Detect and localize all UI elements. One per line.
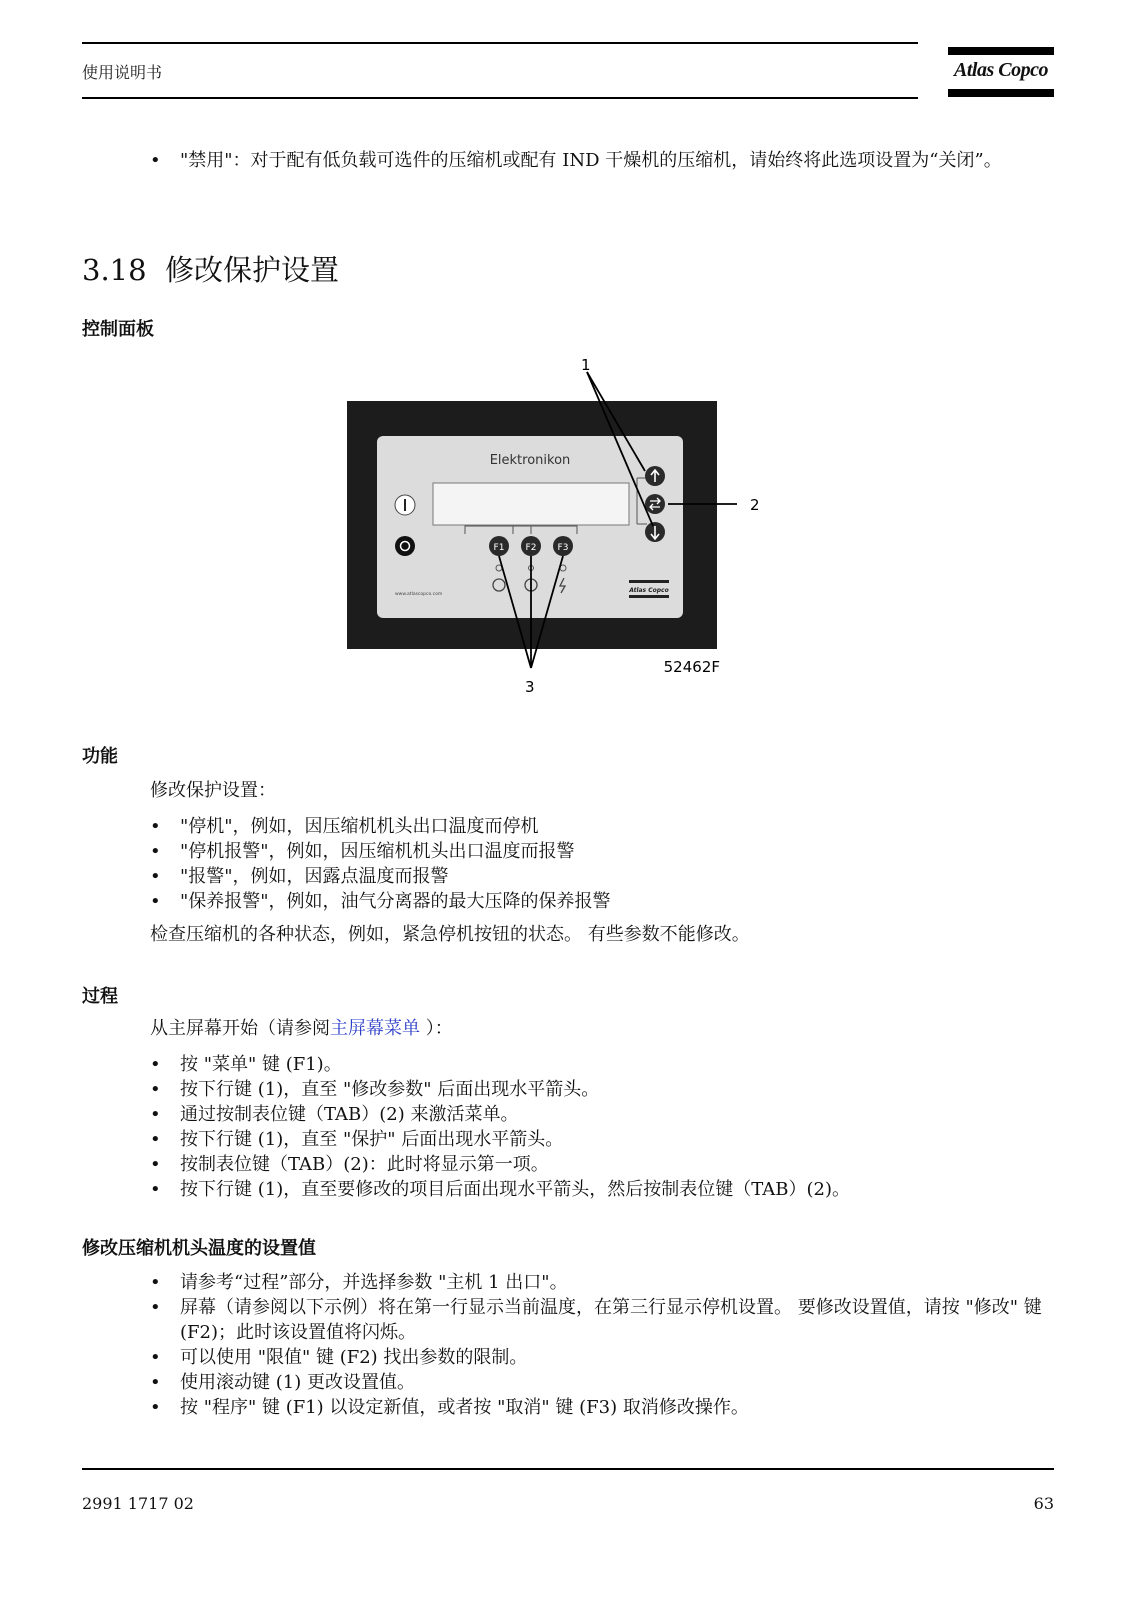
web-label: www.atlascopco.com [395, 592, 443, 597]
figure-id: 52462F [663, 658, 720, 676]
document-title: 使用说明书 [82, 63, 163, 82]
f2-key-label: F2 [525, 543, 537, 553]
procedure-intro-text: 从主屏幕开始（请参阅 [150, 1018, 330, 1039]
header-bottom-rule [82, 97, 918, 99]
list-item: • 按下行键 (1)，直至 "修改参数" 后面出现水平箭头。 [150, 1077, 1050, 1102]
list-item: • 按下行键 (1)，直至 "保护" 后面出现水平箭头。 [150, 1127, 1050, 1152]
intro-bullet-list [150, 148, 1055, 173]
tab-key [645, 494, 665, 514]
list-item: • 使用滚动键 (1) 更改设置值。 [150, 1370, 1050, 1395]
list-item: • "停机"，例如，因压缩机机头出口温度而停机 [150, 814, 1030, 839]
function-list [150, 814, 1030, 914]
callout-2: 2 [750, 496, 760, 514]
header-top-rule [82, 42, 918, 44]
brand-logo-text: Atlas Copco [954, 59, 1048, 81]
document-number: 2991 1717 02 [82, 1494, 194, 1513]
list-item: • 屏幕（请参阅以下示例）将在第一行显示当前温度，在第三行显示停机设置。 要修改设置值，请按 "修改" 键 (F2)；此时该设置值将闪烁。 [150, 1295, 1050, 1345]
brand-logo [948, 47, 1054, 101]
list-item: • 请参考“过程”部分，并选择参数 "主机 1 出口"。 [150, 1270, 1050, 1295]
elektronikon-label: Elektronikon [489, 453, 571, 468]
procedure-heading: 过程 [82, 986, 118, 1007]
section-number: 3.18 [82, 253, 147, 287]
f3-key-label: F3 [557, 543, 569, 553]
list-item: • 按下行键 (1)，直至要修改的项目后面出现水平箭头，然后按制表位键（TAB）(2)。 [150, 1177, 1050, 1202]
section-title: 修改保护设置 [165, 253, 340, 287]
stop-button [395, 536, 415, 556]
procedure-intro [150, 1016, 453, 1041]
footer-rule [82, 1468, 1054, 1470]
function-heading: 功能 [82, 746, 118, 767]
list-item: • 通过按制表位键（TAB）(2) 来激活菜单。 [150, 1102, 1050, 1127]
callout-3: 3 [525, 678, 535, 696]
list-item: • "停机报警"，例如，因压缩机机头出口温度而报警 [150, 839, 1030, 864]
page-number: 63 [1033, 1494, 1054, 1513]
list-item: • "报警"，例如，因露点温度而报警 [150, 864, 1030, 889]
list-item: • 按制表位键（TAB）(2)：此时将显示第一项。 [150, 1152, 1050, 1177]
procedure-intro-end: ）： [420, 1018, 453, 1039]
list-item: • "保养报警"，例如，油气分离器的最大压降的保养报警 [150, 889, 1030, 914]
display-screen [433, 483, 629, 525]
control-panel-heading: 控制面板 [82, 319, 154, 340]
control-panel-figure [345, 358, 775, 718]
section-heading [82, 248, 339, 289]
list-item: • 按 "菜单" 键 (F1)。 [150, 1052, 1050, 1077]
f1-key-label: F1 [493, 543, 505, 553]
panel-logo-label: Atlas Copco [629, 587, 669, 594]
modify-temp-heading: 修改压缩机机头温度的设置值 [82, 1238, 316, 1259]
main-screen-menu-link[interactable]: 主屏幕菜单 [330, 1018, 420, 1039]
procedure-steps [150, 1052, 1050, 1202]
list-item: • "禁用"：对于配有低负载可选件的压缩机或配有 IND 干燥机的压缩机，请始终将此选项设置为“关闭”。 [150, 148, 1055, 173]
modify-temp-steps [150, 1270, 1050, 1420]
function-intro: 修改保护设置： [150, 780, 276, 801]
list-item: • 按 "程序" 键 (F1) 以设定新值，或者按 "取消" 键 (F3) 取消修改操作。 [150, 1395, 1050, 1420]
function-note: 检查压缩机的各种状态，例如，紧急停机按钮的状态。 有些参数不能修改。 [150, 924, 750, 945]
callout-1: 1 [581, 358, 591, 374]
list-item: • 可以使用 "限值" 键 (F2) 找出参数的限制。 [150, 1345, 1050, 1370]
